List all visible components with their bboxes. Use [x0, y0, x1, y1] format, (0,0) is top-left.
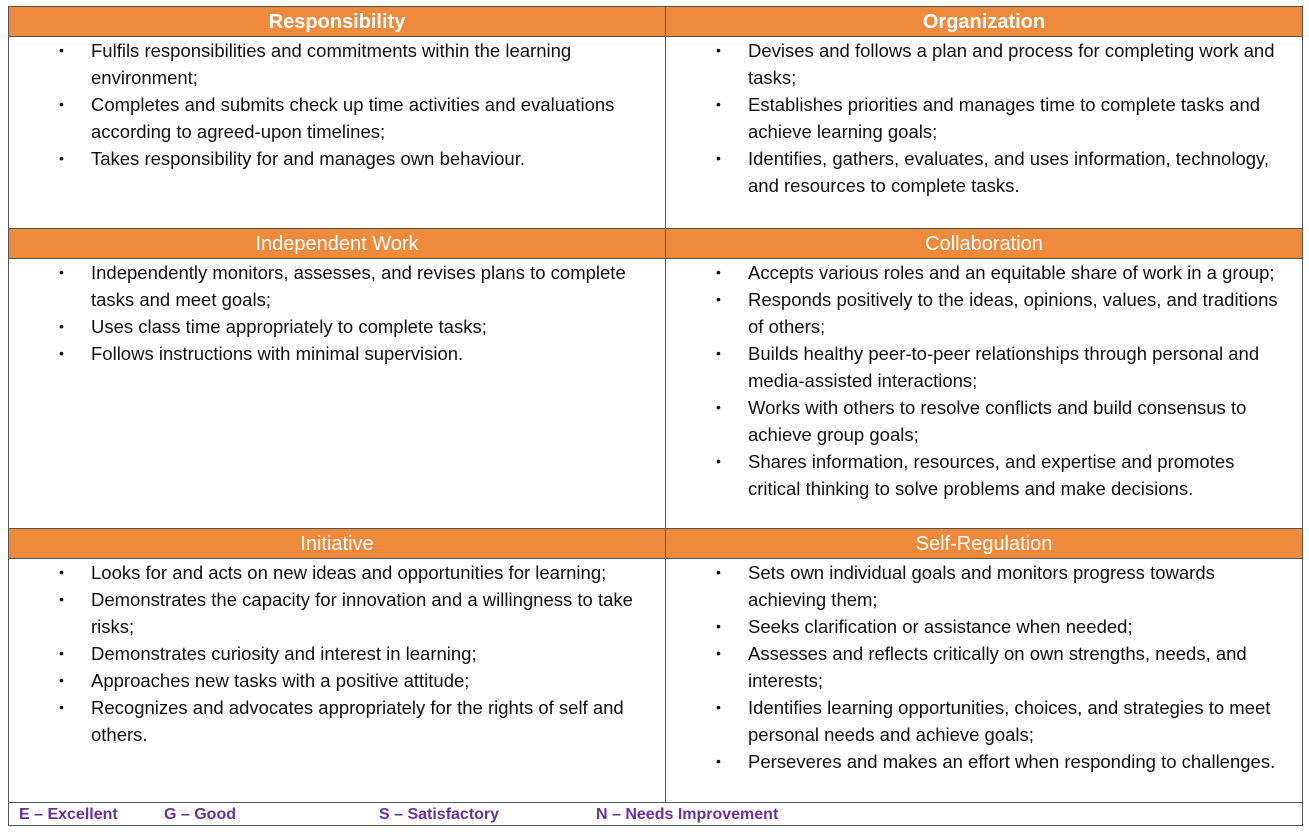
- bullet-icon: •: [716, 645, 721, 661]
- list-item: [666, 91, 1302, 145]
- bullet-icon: •: [59, 591, 64, 607]
- bullet-icon: •: [716, 564, 721, 580]
- section-collaboration: [666, 229, 1302, 528]
- bullet-icon: •: [59, 96, 64, 112]
- list-item: [9, 640, 665, 667]
- bullet-icon: •: [59, 672, 64, 688]
- list-item: [9, 313, 665, 340]
- section-list: [9, 259, 665, 367]
- list-item: [666, 394, 1302, 448]
- section-list: [666, 559, 1302, 775]
- section-title: Organization: [666, 7, 1302, 37]
- list-item-text: Accepts various roles and an equitable share of work in a group;: [748, 262, 1275, 283]
- bullet-icon: •: [59, 345, 64, 361]
- list-item-text: Responds positively to the ideas, opinions, values, and traditions of others;: [748, 289, 1278, 337]
- list-item-text: Takes responsibility for and manages own behaviour.: [91, 148, 525, 169]
- legend-excellent: E – Excellent: [19, 806, 118, 823]
- list-item-text: Seeks clarification or assistance when needed;: [748, 616, 1133, 637]
- list-item-text: Shares information, resources, and expertise and promotes critical thinking to solve problems and make decisions.: [748, 451, 1235, 499]
- list-item-text: Fulfils responsibilities and commitments within the learning environment;: [91, 40, 572, 88]
- legend-needs-improvement: N – Needs Improvement: [596, 806, 779, 823]
- list-item-text: Demonstrates curiosity and interest in learning;: [91, 643, 477, 664]
- list-item: [666, 286, 1302, 340]
- list-item-text: Completes and submits check up time activities and evaluations according to agreed-upon timelines;: [91, 94, 615, 142]
- list-item-text: Establishes priorities and manages time to complete tasks and achieve learning goals;: [748, 94, 1261, 142]
- bullet-icon: •: [716, 453, 721, 469]
- bullet-icon: •: [716, 753, 721, 769]
- list-item-text: Follows instructions with minimal supervision.: [91, 343, 464, 364]
- list-item: [666, 640, 1302, 694]
- list-item: [9, 586, 665, 640]
- section-list: [9, 559, 665, 748]
- list-item: [9, 694, 665, 748]
- list-item-text: Perseveres and makes an effort when responding to challenges.: [748, 751, 1276, 772]
- bullet-icon: •: [716, 699, 721, 715]
- bullet-icon: •: [716, 264, 721, 280]
- list-item: [666, 448, 1302, 502]
- list-item: [666, 748, 1302, 775]
- list-item: [9, 91, 665, 145]
- section-list: [666, 259, 1302, 502]
- section-title: Initiative: [9, 529, 665, 559]
- legend-good: G – Good: [164, 806, 236, 823]
- bullet-icon: •: [59, 699, 64, 715]
- rating-legend: [9, 802, 1302, 826]
- bullet-icon: •: [59, 42, 64, 58]
- section-title: Responsibility: [9, 7, 665, 37]
- bullet-icon: •: [59, 564, 64, 580]
- list-item-text: Devises and follows a plan and process for completing work and tasks;: [748, 40, 1275, 88]
- list-item-text: Independently monitors, assesses, and revises plans to complete tasks and meet goals;: [91, 262, 626, 310]
- list-item-text: Demonstrates the capacity for innovation and a willingness to take risks;: [91, 589, 633, 637]
- bullet-icon: •: [716, 42, 721, 58]
- list-item: [666, 613, 1302, 640]
- bullet-icon: •: [716, 618, 721, 634]
- section-title: Self-Regulation: [666, 529, 1302, 559]
- list-item: [666, 145, 1302, 199]
- list-item: [9, 259, 665, 313]
- list-item: [9, 145, 665, 172]
- list-item-text: Assesses and reflects critically on own strengths, needs, and interests;: [748, 643, 1247, 691]
- section-title: Collaboration: [666, 229, 1302, 259]
- section-list: [9, 37, 665, 172]
- list-item-text: Recognizes and advocates appropriately for the rights of self and others.: [91, 697, 624, 745]
- list-item: [666, 694, 1302, 748]
- list-item-text: Approaches new tasks with a positive attitude;: [91, 670, 470, 691]
- list-item: [9, 340, 665, 367]
- bullet-icon: •: [59, 645, 64, 661]
- list-item: [666, 559, 1302, 613]
- bullet-icon: •: [716, 150, 721, 166]
- section-independent-work: [9, 229, 665, 528]
- section-self-regulation: [666, 529, 1302, 802]
- list-item-text: Works with others to resolve conflicts and build consensus to achieve group goals;: [748, 397, 1247, 445]
- list-item: [9, 559, 665, 586]
- section-organization: [666, 7, 1302, 228]
- list-item-text: Uses class time appropriately to complete tasks;: [91, 316, 487, 337]
- section-responsibility: [9, 7, 665, 228]
- bullet-icon: •: [716, 399, 721, 415]
- bullet-icon: •: [59, 264, 64, 280]
- bullet-icon: •: [59, 318, 64, 334]
- learning-skills-table: [8, 6, 1303, 826]
- list-item: [9, 37, 665, 91]
- list-item: [9, 667, 665, 694]
- bullet-icon: •: [716, 96, 721, 112]
- bullet-icon: •: [716, 345, 721, 361]
- section-initiative: [9, 529, 665, 802]
- section-title: Independent Work: [9, 229, 665, 259]
- list-item: [666, 259, 1302, 286]
- list-item: [666, 340, 1302, 394]
- list-item: [666, 37, 1302, 91]
- list-item-text: Sets own individual goals and monitors progress towards achieving them;: [748, 562, 1215, 610]
- list-item-text: Looks for and acts on new ideas and opportunities for learning;: [91, 562, 607, 583]
- bullet-icon: •: [59, 150, 64, 166]
- list-item-text: Builds healthy peer-to-peer relationships through personal and media-assisted interactions;: [748, 343, 1260, 391]
- section-list: [666, 37, 1302, 199]
- legend-satisfactory: S – Satisfactory: [379, 806, 500, 823]
- list-item-text: Identifies, gathers, evaluates, and uses information, technology, and resources to complete tasks.: [748, 148, 1270, 196]
- bullet-icon: •: [716, 291, 721, 307]
- list-item-text: Identifies learning opportunities, choices, and strategies to meet personal needs and achieve goals;: [748, 697, 1271, 745]
